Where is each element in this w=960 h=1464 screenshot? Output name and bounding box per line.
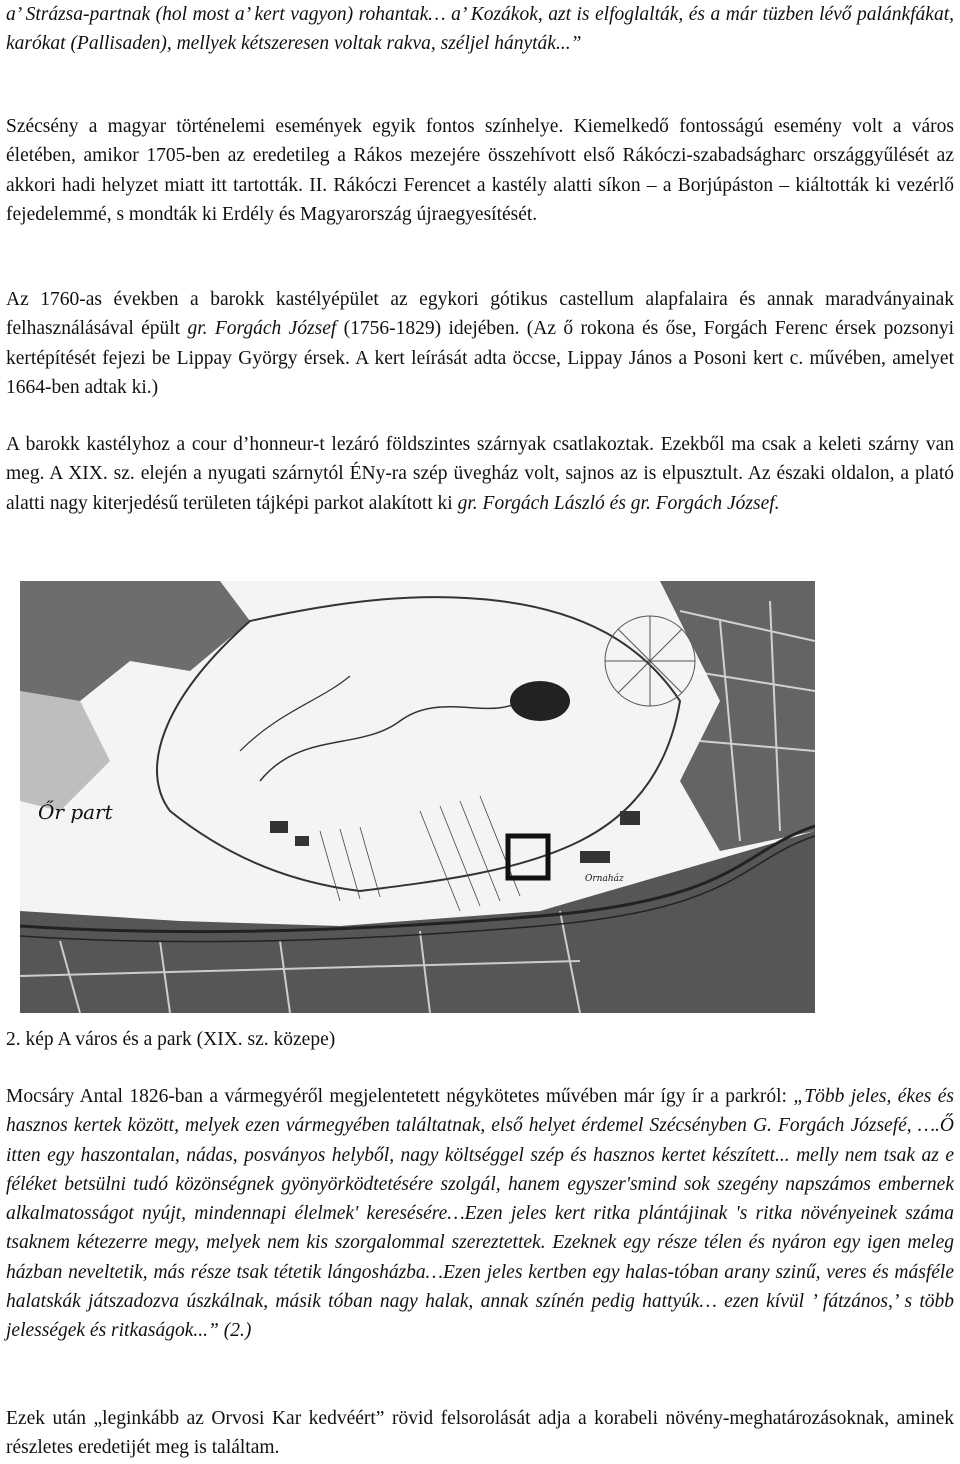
paragraph-szecseny-history: Szécsény a magyar történelemi események egyik fontos színhelye. Kiemelkedő fontosságú esemény volt a város életében, amikor 1705-ben az eredetileg a Rákos mezejére összehívott első Rákóczi-szabadságharc országgyűlését az akkori hadi helyzet miatt itt tartották. II. Rákóczi Ferencet a kastély alatti síkon – a Borjúpáston – kiáltották ki vezérlő fejedelemmé, s mondták ki Erdély és Magyarország újraegyesítését.	[6, 116, 954, 225]
historic-town-park-map	[20, 581, 815, 1013]
paragraph-plant-list: Ezek után „leginkább az Orvosi Kar kedvéért” rövid felsorolását adja a korabeli növény-meghatározásoknak, aminek részletes eredetijét meg is találtam.	[6, 1408, 954, 1459]
quote-italic: „Több jeles, ékes és hasznos kertek között, melyek ezen vármegyében találtatnak, első helyet érdemel Szécsényben G. Forgách Józsefé, ….Ő itten egy haszontalan, nádas, posványos helyből, nagy költséggel szép és hasznos kertet készített... melly nem tsak az e féléket betsülni tudó közönségnek gyönyörködtetésére szolgál, hanem egyszer'smind sok szegény napszámos embernek alkalmatosságot nyújt, mindennapi élelmek' keresésére…Ezen jeles kert ritka plántájinak 's ritka növényeinek száma tsaknem kétezerre megy, melyek nem kis szorgalommal szereztettek. Ezeknek egy része télen és nyáron egy igen meleg házban neveltetik, más része tsak tétetik lángosházba…Ezen jeles kertben egy halas-tóban arany szinű, veres és másféle halatskák játszadozva úszkálnak, másik tóban nagy halak, annak színén pedig hattyúk… ezen kívül ’ fátzános,’ s több jelességek és ritkaságok...” (2.)	[6, 1086, 954, 1342]
figure-caption: 2. kép A város és a park (XIX. sz. közepe)	[6, 1029, 336, 1050]
name-italic: gr. Forgách József	[187, 318, 337, 340]
paragraph-mocsary-quote	[6, 1082, 954, 1346]
map-label-or-part: Őr part	[38, 800, 113, 824]
paragraph-wings-park	[6, 430, 954, 518]
paragraph-baroque-castle	[6, 285, 954, 402]
text-run: Mocsáry Antal 1826-ban a vármegyéről megjelentetett négykötetes művében már így ír a parkról:	[6, 1086, 794, 1107]
text-run: (1756-1829) idejében. (Az ő rokona és őse, Forgách Ferenc érsek pozsonyi kertépítését fejezi be Lippay György érsek. A kert leírását adta öccse, Lippay János a Posoni kert c. művében, amelyet 1664-ben adtak ki.)	[6, 318, 955, 398]
quote-text: a’ Strázsa-partnak (hol most a’ kert vagyon) rohantak… a’ Kozákok, azt is elfoglalták, és a már tüzben lévő palánkfákat, karókat (Pallisaden), mellyek kétszeresen voltak rakva, széljel hányták...”	[6, 4, 954, 55]
text-run: A barokk kastélyhoz a cour d’honneur-t lezáró földszintes szárnyak csatlakoztak. Ezekből ma csak a keleti szárny van meg. A XIX. sz. elején a nyugati szárnytól ÉNy-ra szép üvegház volt, sajnos az is elpusztult. Az északi oldalon, a plató alatti nagy kiterjedésű területen tájképi parkot alakított ki	[6, 434, 954, 514]
names-italic: gr. Forgách László és gr. Forgách József.	[457, 492, 780, 514]
map-label-ornahaz: Ornaház	[585, 874, 624, 884]
text-run: Az 1760-as években a barokk kastélyépület az egykori gótikus castellum alapfalaira és annak maradványainak felhasználásával épült	[6, 289, 954, 340]
paragraph-quote-end	[6, 0, 954, 59]
